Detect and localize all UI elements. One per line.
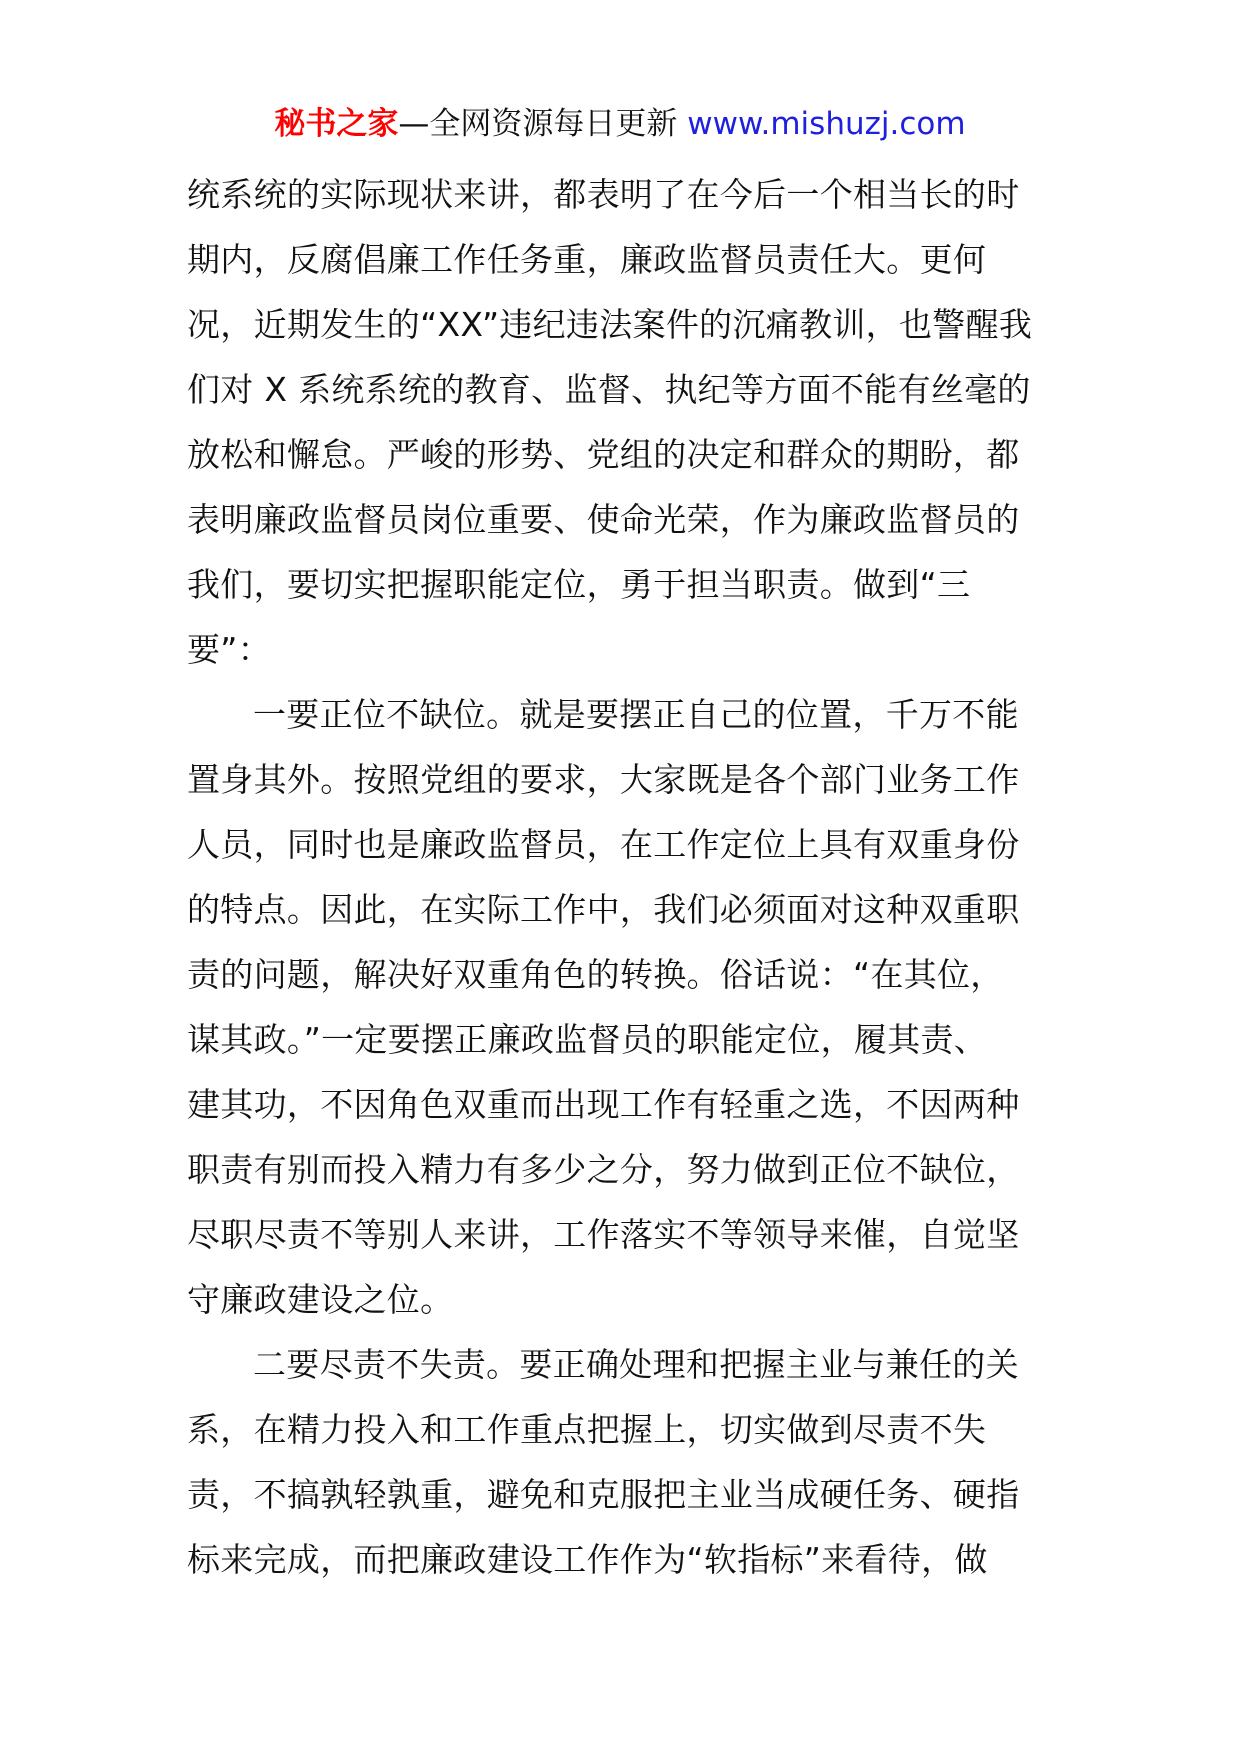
text-line: 谋其政。”一定要摆正廉政监督员的职能定位，履其责、 xyxy=(187,1020,988,1059)
text-line: 标来完成，而把廉政建设工作作为“软指标”来看待，做 xyxy=(187,1540,988,1579)
text-line: 守廉政建设之位。 xyxy=(187,1280,454,1319)
text-line: 尽职尽责不等别人来讲，工作落实不等领导来催，自觉坚 xyxy=(187,1215,1020,1254)
document-body xyxy=(187,162,1057,1592)
text-line: 职责有别而投入精力有多少之分，努力做到正位不缺位， xyxy=(187,1150,1020,1189)
text-line: 建其功，不因角色双重而出现工作有轻重之选，不因两种 xyxy=(187,1085,1020,1124)
text-line: 置身其外。按照党组的要求，大家既是各个部门业务工作 xyxy=(187,760,1020,799)
text-line: 责，不搞孰轻孰重，避免和克服把主业当成硬任务、硬指 xyxy=(187,1475,1020,1514)
paragraph-first-line: 二要尽责不失责。要正确处理和把握主业与兼任的关 xyxy=(253,1345,1019,1384)
text-line: 放松和懈怠。严峻的形势、党组的决定和群众的期盼，都 xyxy=(187,435,1020,474)
text-line: 们对 X 系统系统的教育、监督、执纪等方面不能有丝毫的 xyxy=(187,370,1031,409)
text-line: 况，近期发生的“XX”违纪违法案件的沉痛教训，也警醒我 xyxy=(187,305,1033,344)
text-line: 表明廉政监督员岗位重要、使命光荣，作为廉政监督员的 xyxy=(187,500,1020,539)
text-line: 要”： xyxy=(187,630,271,669)
site-url[interactable]: www.mishuzj.com xyxy=(687,106,966,142)
text-line: 我们，要切实把握职能定位，勇于担当职责。做到“三 xyxy=(187,565,971,604)
site-header xyxy=(0,104,1240,144)
text-line: 人员，同时也是廉政监督员，在工作定位上具有双重身份 xyxy=(187,825,1020,864)
site-tagline: —全网资源每日更新 xyxy=(398,106,688,142)
site-brand: 秘书之家 xyxy=(274,106,399,142)
paragraph-first-line: 一要正位不缺位。就是要摆正自己的位置，千万不能 xyxy=(253,695,1019,734)
text-line: 系，在精力投入和工作重点把握上，切实做到尽责不失 xyxy=(187,1410,987,1449)
text-line: 的特点。因此，在实际工作中，我们必须面对这种双重职 xyxy=(187,890,1020,929)
text-line: 责的问题，解决好双重角色的转换。俗话说：“在其位， xyxy=(187,955,1004,994)
text-line: 期内，反腐倡廉工作任务重，廉政监督员责任大。更何 xyxy=(187,240,987,279)
text-line: 统系统的实际现状来讲，都表明了在今后一个相当长的时 xyxy=(187,175,1020,214)
